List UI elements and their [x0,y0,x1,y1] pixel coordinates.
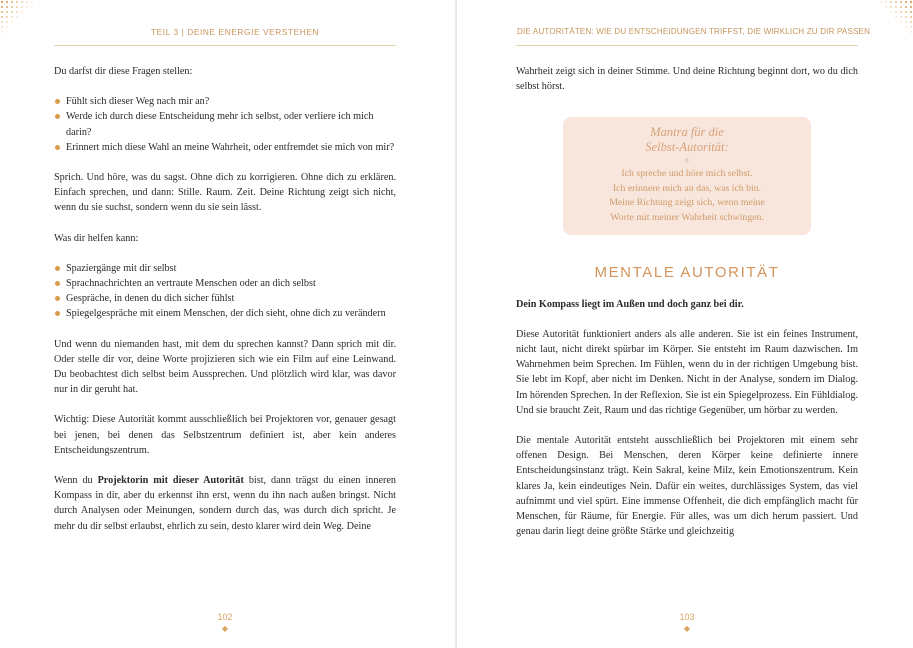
running-header: TEIL 3 | DEINE ENERGIE VERSTEHEN [151,27,320,37]
mantra-line: Meine Richtung zeigt sich, wenn meine [609,197,765,209]
paragraph: Und wenn du niemanden hast, mit dem du sprechen kannst? Dann sprich mit dir. Oder stelle dir vor, deine Worte projizieren sich wie ein Film auf eine Leinwand. Du beobachtest dich selbst beim Aussprechen. Und plötzlich wird klar, was davor nur in dir geruht hat. [54,338,396,396]
list-item: Spaziergänge mit dir selbst [66,261,396,276]
paragraph: Wahrheit zeigt sich in deiner Stimme. Und deine Richtung beginnt dort, wo du dich selbst hörst. [516,66,858,93]
mantra-line: Ich erinnere mich an das, was ich bin. [612,182,762,194]
paragraph: Wichtig: Diese Autorität kommt ausschließlich bei Projektoren vor, genauer gesagt bei jenen, bei denen das Selbstzentrum definiert ist, aber kein anderes Entscheidungszentrum. [54,414,396,456]
bullet-dot-icon [55,99,60,104]
page-number: 103 ◆ [667,612,707,634]
list-item: Erinnert mich diese Wahl an meine Wahrheit, oder entfremdet sie mich von mir? [66,140,396,155]
question-list [54,94,396,155]
paragraph: Die mentale Autorität entsteht ausschließlich bei Projektoren mit einem sehr offenen Design. Bei Menschen, deren Körper keine definierte innere Entscheidungsinstanz trägt. Kein Sakral, keine Milz, kein Emotionszentrum. Kein klares Ja, kein eindeutiges Nein. Dafür ein weites, durchlässiges System, das viel aufnimmt und viel spürt. Eine immense Offenheit, die dich empfänglich macht für Menschen, für Räume, für Energie. Für alles, was um dich herum passiert. Und genau darin liegt deine größte Stärke und gleichzeitig [516,435,858,538]
list-item: Fühlt sich dieser Weg nach mir an? [66,94,396,109]
decorative-dots-corner [0,0,40,38]
helps-list [54,261,396,322]
list-item: Sprachnachrichten an vertraute Menschen oder an dich selbst [66,276,396,291]
bullet-dot-icon [55,266,60,271]
left-page [0,0,456,648]
sparkle-icon: ✧ [683,156,691,166]
intro-paragraph: Du darfst dir diese Fragen stellen: [54,66,193,77]
left-body-text [54,64,396,549]
mantra-line: Ich spreche und höre mich selbst. [621,168,753,180]
section-subtitle: Dein Kompass liegt im Außen und doch ganz bei dir. [516,298,744,310]
list-item: Spiegelgespräche mit einem Menschen, der dich sieht, ohne dich zu verändern [66,306,396,321]
mantra-title: Selbst-Autorität: [645,140,729,155]
page-number: 102 ◆ [205,612,245,634]
paragraph: Sprich. Und höre, was du sagst. Ohne dich zu korrigieren. Ohne dich zu erklären. Einfach sprechen, und dann: Stille. Raum. Zeit. Deine Richtung zeigt sich nicht, wenn du sie suchst, sondern wenn du sie sein lässt. [54,172,396,214]
bullet-dot-icon [55,281,60,286]
bullet-dot-icon [55,311,60,316]
diamond-icon: ◆ [683,624,691,633]
bullet-dot-icon [55,114,60,119]
section-heading: MENTALE AUTORITÄT [594,264,780,282]
header-rule [54,45,396,46]
right-body-text [516,64,858,554]
diamond-icon: ◆ [221,624,229,633]
paragraph: Diese Autorität funktioniert anders als alle anderen. Sie ist ein feines Instrument, nicht laut, nicht direkt spürbar im Körper. Sie entsteht im Raum dazwischen. Im Wahrnehmen beim Sprechen. Im Fühlen, wenn du in der richtigen Umgebung bist. Sie lebt im Kopf, aber nicht im Denken. Nicht in der Analyse, sondern im Dialog. Im hörenden Sprechen. In der Reflexion. Sie ist ein Spiegelprozess. Ein Fühldialog. Und sie braucht Zeit, Raum und das richtige Gegenüber, um hörbar zu werden. [516,328,858,416]
bullet-dot-icon [55,145,60,150]
paragraph: Was dir helfen kann: [54,232,139,244]
mantra-box [563,117,811,235]
decorative-dots-corner [873,0,913,38]
list-item: Gespräche, in denen du dich sicher fühlst [66,291,396,306]
mantra-line: Worte mit meiner Wahrheit schwingen. [610,211,764,223]
list-item: Werde ich durch diese Entscheidung mehr ich selbst, oder verliere ich mich darin? [66,109,396,139]
bullet-dot-icon [55,296,60,301]
mantra-title: Mantra für die [650,125,724,140]
running-header: DIE AUTORITÄTEN: WIE DU ENTSCHEIDUNGEN TRIFFST, DIE WIRKLICH ZU DIR PASSEN [517,27,871,36]
emphasis: Projektorin mit dieser Autorität [97,475,244,487]
header-rule [516,45,858,46]
paragraph: Wenn du Projektorin mit dieser Autorität bist, dann trägst du einen inneren Kompass in dir, aber du erkennst ihn erst, wenn du ihn nach außen bringst. Nicht durch Analysen oder Meinungen, sondern durch das, was durch dich spricht. Je mehr du dir selbst erlaubst, ehrlich zu sein, desto klarer wird dein Weg. Deine [54,475,397,532]
right-page [457,0,913,648]
